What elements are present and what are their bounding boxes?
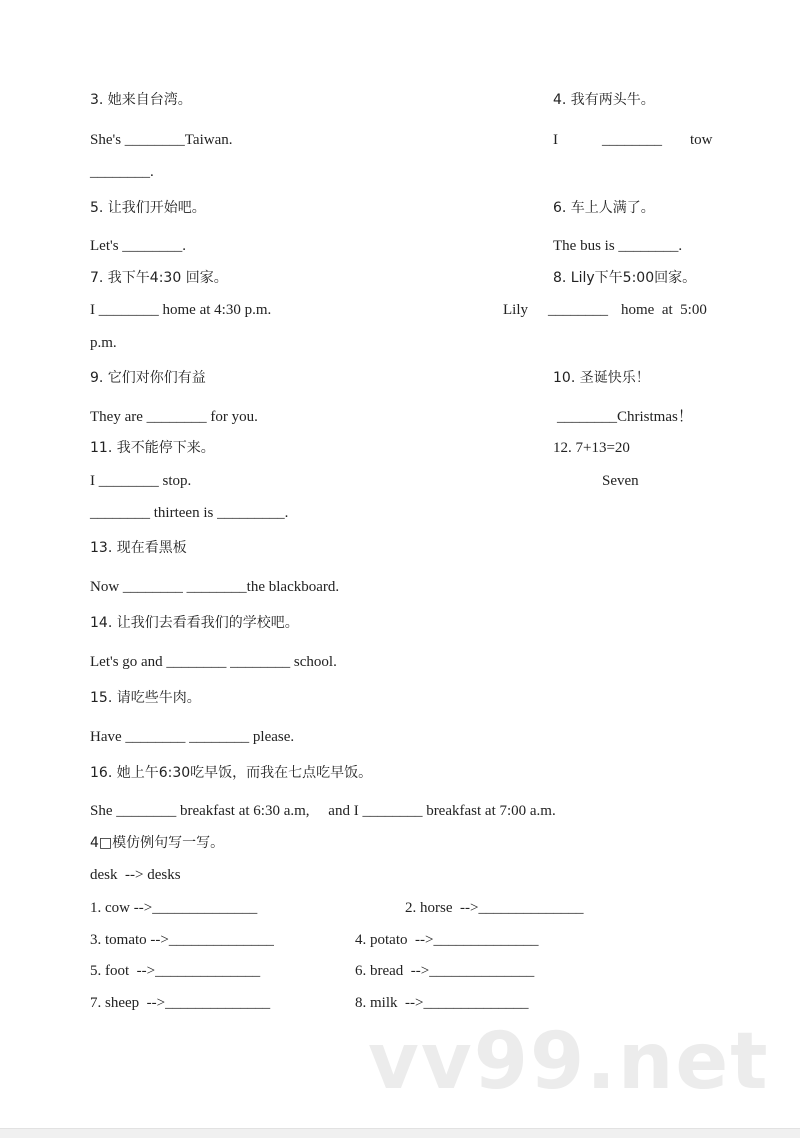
plural-item: 6. bread -->______________	[355, 963, 535, 979]
answer-8-rest: home at 5:00	[621, 302, 707, 318]
question-9: 9. 它们对你们有益	[90, 370, 206, 386]
answer-12: ________ thirteen is _________.	[90, 505, 289, 521]
question-4: 4. 我有两头牛。	[553, 92, 655, 108]
watermark: vv99.net	[368, 1017, 770, 1107]
example: desk --> desks	[90, 867, 181, 883]
question-7: 7. 我下午4:30 回家。	[90, 270, 228, 286]
answer-4-word: tow	[690, 132, 713, 148]
answer-8-subject: Lily	[503, 302, 528, 318]
answer-9: They are ________ for you.	[90, 409, 258, 425]
answer-16: She ________ breakfast at 6:30 a.m, and I ________ breakfast at 7:00 a.m.	[90, 803, 556, 819]
plural-item: 1. cow -->______________	[90, 900, 258, 916]
question-5: 5. 让我们开始吧。	[90, 200, 206, 216]
plural-item: 8. milk -->______________	[355, 995, 529, 1011]
answer-12-word: Seven	[602, 473, 639, 489]
question-14: 14. 让我们去看看我们的学校吧。	[90, 615, 299, 631]
question-15: 15. 请吃些牛肉。	[90, 690, 201, 706]
answer-3: She's ________Taiwan.	[90, 132, 233, 148]
question-8: 8. Lily下午5:00回家。	[553, 270, 697, 286]
answer-7: I ________ home at 4:30 p.m.	[90, 302, 272, 318]
answer-5: Let's ________.	[90, 238, 187, 254]
plural-item: 4. potato -->______________	[355, 932, 539, 948]
answer-4-subject: I	[553, 132, 558, 148]
question-13: 13. 现在看黑板	[90, 540, 187, 556]
answer-6: The bus is ________.	[553, 238, 683, 254]
answer-14: Let's go and ________ ________ school.	[90, 654, 337, 670]
plural-item: 7. sheep -->______________	[90, 995, 271, 1011]
question-3: 3. 她来自台湾。	[90, 92, 192, 108]
answer-8-blank: ________	[548, 302, 608, 318]
answer-15: Have ________ ________ please.	[90, 729, 295, 745]
answer-13: Now ________ ________the blackboard.	[90, 579, 340, 595]
plural-item: 3. tomato -->______________	[90, 932, 274, 948]
plural-item: 2. horse -->______________	[405, 900, 584, 916]
question-10: 10. 圣诞快乐！	[553, 370, 650, 386]
plural-item: 5. foot -->______________	[90, 963, 261, 979]
answer-4-blank: ________	[602, 132, 662, 148]
question-16: 16. 她上午6:30吃早饭，而我在七点吃早饭。	[90, 765, 373, 781]
question-6: 6. 车上人满了。	[553, 200, 655, 216]
answer-10: ________Christmas！	[557, 409, 693, 425]
answer-11: I ________ stop.	[90, 473, 192, 489]
answer-8-cont: p.m.	[90, 335, 117, 351]
question-11: 11. 我不能停下来。	[90, 440, 215, 456]
question-12: 12. 7+13=20	[553, 440, 630, 456]
section-4-title: 4□模仿例句写一写。	[90, 835, 225, 851]
answer-3-cont: ________.	[90, 164, 154, 180]
